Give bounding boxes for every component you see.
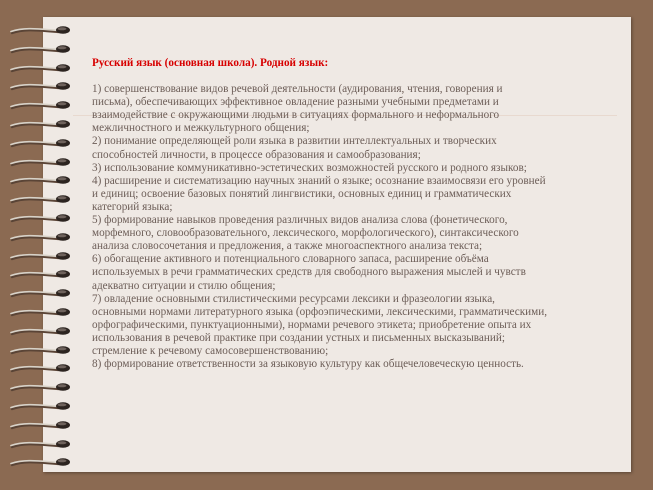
binding-ring-icon (10, 174, 74, 186)
text-line: 8) формирование ответственности за языковую культуру как общечеловеческую ценность. (92, 358, 524, 371)
text-line: анализа словосочетания и предложения, а также многоаспектного анализа текста; (92, 240, 483, 253)
text-line: способностей личности, в процессе образования и самообразования; (92, 148, 421, 161)
text-line: письма), обеспечивающих эффективное овладение разными учебными предметами и (92, 96, 499, 109)
binding-ring-icon (10, 306, 74, 318)
binding-ring-icon (10, 99, 74, 111)
binding-ring-icon (10, 381, 74, 393)
text-line: и единиц; освоение базовых понятий лингвистики, основных единиц и грамматических (92, 187, 512, 200)
text-line: категорий языка; (92, 200, 173, 213)
text-line: 4) расширение и систематизацию научных знаний о языке; осознание взаимосвязи его уровней (92, 174, 546, 187)
text-line: 6) обогащение активного и потенциального словарного запаса, расширение объёма (92, 253, 489, 266)
binding-ring-icon (10, 325, 74, 337)
document-lines (92, 83, 617, 371)
text-line: 1) совершенствование видов речевой деятельности (аудирования, чтения, говорения и (92, 83, 503, 96)
text-line: используемых в речи грамматических средств для свободного выражения мыслей и чувств (92, 266, 526, 279)
binding-ring-icon (10, 24, 74, 36)
binding-ring-icon (10, 344, 74, 356)
binding-ring-icon (10, 268, 74, 280)
binding-ring-icon (10, 419, 74, 431)
text-line: морфемного, словообразовательного, лексического, морфологического), синтаксического (92, 227, 519, 240)
binding-ring-icon (10, 250, 74, 262)
binding-ring-icon (10, 156, 74, 168)
binding-ring-icon (10, 118, 74, 130)
text-line: адекватно ситуации и стилю общения; (92, 279, 276, 292)
binding-ring-icon (10, 362, 74, 374)
binding-ring-icon (10, 456, 74, 468)
text-line: использования в речевой практике при создании устных и письменных высказываний; (92, 331, 505, 344)
binding-ring-icon (10, 62, 74, 74)
text-line: межличностного и межкультурного общения; (92, 122, 310, 135)
text-line: стремление к речевому самосовершенствованию; (92, 344, 329, 357)
binding-ring-icon (10, 231, 74, 243)
text-line: 3) использование коммуникативно-эстетических возможностей русского и родного языков; (92, 161, 527, 174)
text-line: 5) формирование навыков проведения различных видов анализа слова (фонетического, (92, 214, 508, 227)
binding-ring-icon (10, 80, 74, 92)
document-title: Русский язык (основная школа). Родной язык: (92, 57, 329, 69)
text-line: основными нормами литературного языка (орфоэпическими, лексическими, грамматическими, (92, 305, 547, 318)
binding-ring-icon (10, 287, 74, 299)
text-line: 2) понимание определяющей роли языка в развитии интеллектуальных и творческих (92, 135, 497, 148)
spiral-binding-icon (0, 0, 78, 490)
notebook-page (43, 17, 631, 472)
binding-ring-icon (10, 43, 74, 55)
binding-ring-icon (10, 400, 74, 412)
binding-ring-icon (10, 212, 74, 224)
document-body (92, 57, 617, 371)
text-line: 7) овладение основными стилистическими ресурсами лексики и фразеологии языка, (92, 292, 495, 305)
text-line: взаимодействие с окружающими людьми в ситуациях формального и неформального (92, 109, 500, 122)
binding-ring-icon (10, 137, 74, 149)
text-line: орфографическими, пунктуационными), нормами речевого этикета; приобретение опыта их (92, 318, 532, 331)
binding-ring-icon (10, 193, 74, 205)
binding-ring-icon (10, 438, 74, 450)
